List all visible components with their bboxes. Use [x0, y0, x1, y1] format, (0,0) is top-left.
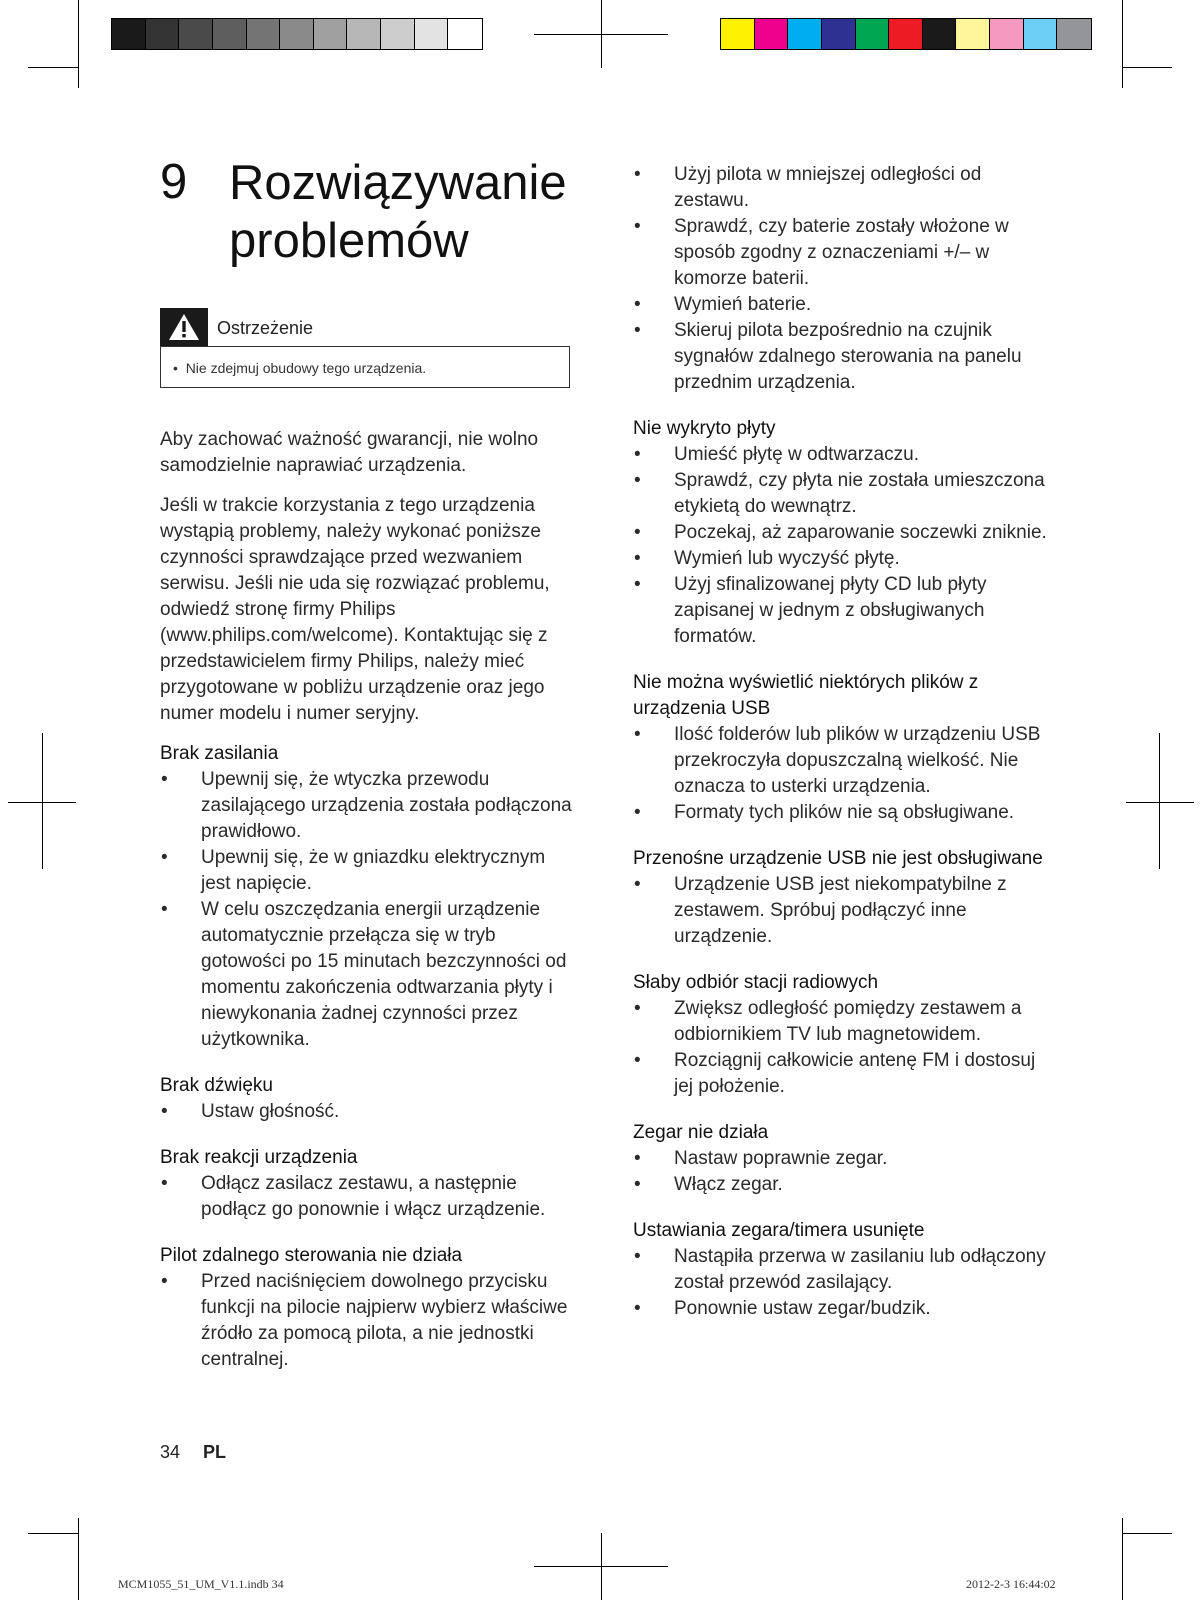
list-item: • Poczekaj, aż zaparowanie soczewki zniknie. [633, 520, 1053, 546]
list-item: • Sprawdź, czy baterie zostały włożone w sposób zgodny z oznaczeniami +/– w komorze baterii. [633, 214, 1053, 292]
intro-paragraph: Jeśli w trakcie korzystania z tego urządzenia wystąpią problemy, należy wykonać poniższe czynności sprawdzające przed wezwaniem serwisu. Jeśli nie uda się rozwiązać problemu, odwiedź stronę firmy Philips (www.philips.com/welcome). Kontaktując się z przedstawicielem firmy Philips, należy mieć przygotowane w pobliżu urządzenie oraz jego numer modelu i numer seryjny. [160, 495, 550, 724]
page-number: 34 [160, 1442, 181, 1462]
color-swatch [247, 19, 281, 49]
color-swatch [415, 19, 449, 49]
warning-item: • Nie zdejmuj obudowy tego urządzenia. [173, 360, 427, 376]
list-item: • Urządzenie USB jest niekompatybilne z zestawem. Spróbuj podłączyć inne urządzenie. [633, 872, 1053, 950]
color-swatch [1057, 19, 1091, 49]
section-list [160, 1269, 580, 1373]
list-item: • Wymień baterie. [633, 292, 1053, 318]
warning-header [160, 308, 570, 346]
section-list [633, 996, 1053, 1100]
warning-label: Ostrzeżenie [217, 318, 314, 338]
section-heading: Brak reakcji urządzenia [160, 1147, 358, 1168]
warning-box [160, 346, 570, 388]
color-swatch [755, 19, 789, 49]
list-item: • Ilość folderów lub plików w urządzeniu USB przekroczyła dopuszczalną wielkość. Nie oznacza to usterki urządzenia. [633, 722, 1053, 800]
section-list [160, 1099, 580, 1125]
warning-icon [160, 308, 208, 346]
list-item: • W celu oszczędzania energii urządzenie automatycznie przełącza się w tryb gotowości po 15 minutach bezczynności od momentu zakończenia odtwarzania płyty i niewykonania żadnej czynności przez użytkownika. [160, 897, 580, 1053]
section-heading: Brak zasilania [160, 743, 279, 764]
list-item: • Wymień lub wyczyść płytę. [633, 546, 1053, 572]
section-heading: Ustawiania zegara/timera usunięte [633, 1220, 925, 1241]
color-swatch [990, 19, 1024, 49]
color-swatch [822, 19, 856, 49]
section-list [633, 872, 1053, 950]
list-item: • Sprawdź, czy płyta nie została umieszczona etykietą do wewnątrz. [633, 468, 1053, 520]
section-list [160, 1171, 580, 1223]
section-list [633, 1146, 1053, 1198]
intro-paragraph: Aby zachować ważność gwarancji, nie wolno samodzielnie naprawiać urządzenia. [160, 429, 539, 476]
section-heading: Słaby odbiór stacji radiowych [633, 972, 879, 993]
process-color-bar [720, 18, 1092, 50]
list-item: • Rozciągnij całkowicie antenę FM i dostosuj jej położenie. [633, 1048, 1053, 1100]
list-item: • Ponownie ustaw zegar/budzik. [633, 1296, 1053, 1322]
list-item: • Nastąpiła przerwa w zasilaniu lub odłączony został przewód zasilający. [633, 1244, 1053, 1296]
section-heading: Nie wykryto płyty [633, 418, 776, 439]
color-swatch [179, 19, 213, 49]
list-item: • Przed naciśnięciem dowolnego przycisku funkcji na pilocie najpierw wybierz właściwe źródło za pomocą pilota, a nie jednostki centralnej. [160, 1269, 580, 1373]
color-swatch [788, 19, 822, 49]
list-item: • Użyj sfinalizowanej płyty CD lub płyty zapisanej w jednym z obsługiwanych formatów. [633, 572, 1053, 650]
color-swatch [213, 19, 247, 49]
color-swatch [112, 19, 146, 49]
right-column [633, 162, 1053, 1342]
color-swatch [856, 19, 890, 49]
section-heading: Pilot zdalnego sterowania nie działa [160, 1245, 463, 1266]
color-swatch [721, 19, 755, 49]
section-list [160, 767, 580, 1053]
color-swatch [923, 19, 957, 49]
list-item: • Użyj pilota w mniejszej odległości od zestawu. [633, 162, 1053, 214]
list-item: • Nastaw poprawnie zegar. [633, 1146, 1053, 1172]
section-list [633, 722, 1053, 826]
list-item: • Upewnij się, że w gniazdku elektrycznym jest napięcie. [160, 845, 580, 897]
print-slug-file: MCM1055_51_UM_V1.1.indb 34 [118, 1577, 284, 1591]
section-heading: Nie można wyświetlić niektórych plików z urządzenia USB [633, 672, 979, 719]
list-item: • Formaty tych plików nie są obsługiwane. [633, 800, 1053, 826]
list-item: • Umieść płytę w odtwarzaczu. [633, 442, 1053, 468]
list-item: • Skieruj pilota bezpośrednio na czujnik sygnałów zdalnego sterowania na panelu przednim urządzenia. [633, 318, 1053, 396]
section-heading: Przenośne urządzenie USB nie jest obsługiwane [633, 848, 1043, 869]
color-swatch [280, 19, 314, 49]
color-swatch [889, 19, 923, 49]
list-item: • Odłącz zasilacz zestawu, a następnie podłącz go ponownie i włącz urządzenie. [160, 1171, 580, 1223]
color-swatch [347, 19, 381, 49]
color-swatch [146, 19, 180, 49]
color-swatch [314, 19, 348, 49]
list-item: • Zwiększ odległość pomiędzy zestawem a odbiornikiem TV lub magnetowidem. [633, 996, 1053, 1048]
chapter-title: Rozwiązywanie problemów [229, 156, 567, 268]
remote-troubleshooting-list [633, 162, 1053, 396]
section-heading: Brak dźwięku [160, 1075, 273, 1096]
color-swatch [448, 19, 482, 49]
color-swatch [1024, 19, 1058, 49]
list-item: • Upewnij się, że wtyczka przewodu zasilającego urządzenia została podłączona prawidłowo. [160, 767, 580, 845]
list-item: • Włącz zegar. [633, 1172, 1053, 1198]
color-swatch [956, 19, 990, 49]
list-item: • Ustaw głośność. [160, 1099, 580, 1125]
language-code: PL [203, 1442, 227, 1462]
grayscale-color-bar [111, 18, 483, 50]
section-list [633, 1244, 1053, 1322]
print-slug-date: 2012-2-3 16:44:02 [966, 1577, 1056, 1591]
section-heading: Zegar nie działa [633, 1122, 769, 1143]
chapter-number: 9 [160, 155, 188, 209]
left-column [160, 427, 580, 1393]
section-list [633, 442, 1053, 650]
color-swatch [381, 19, 415, 49]
